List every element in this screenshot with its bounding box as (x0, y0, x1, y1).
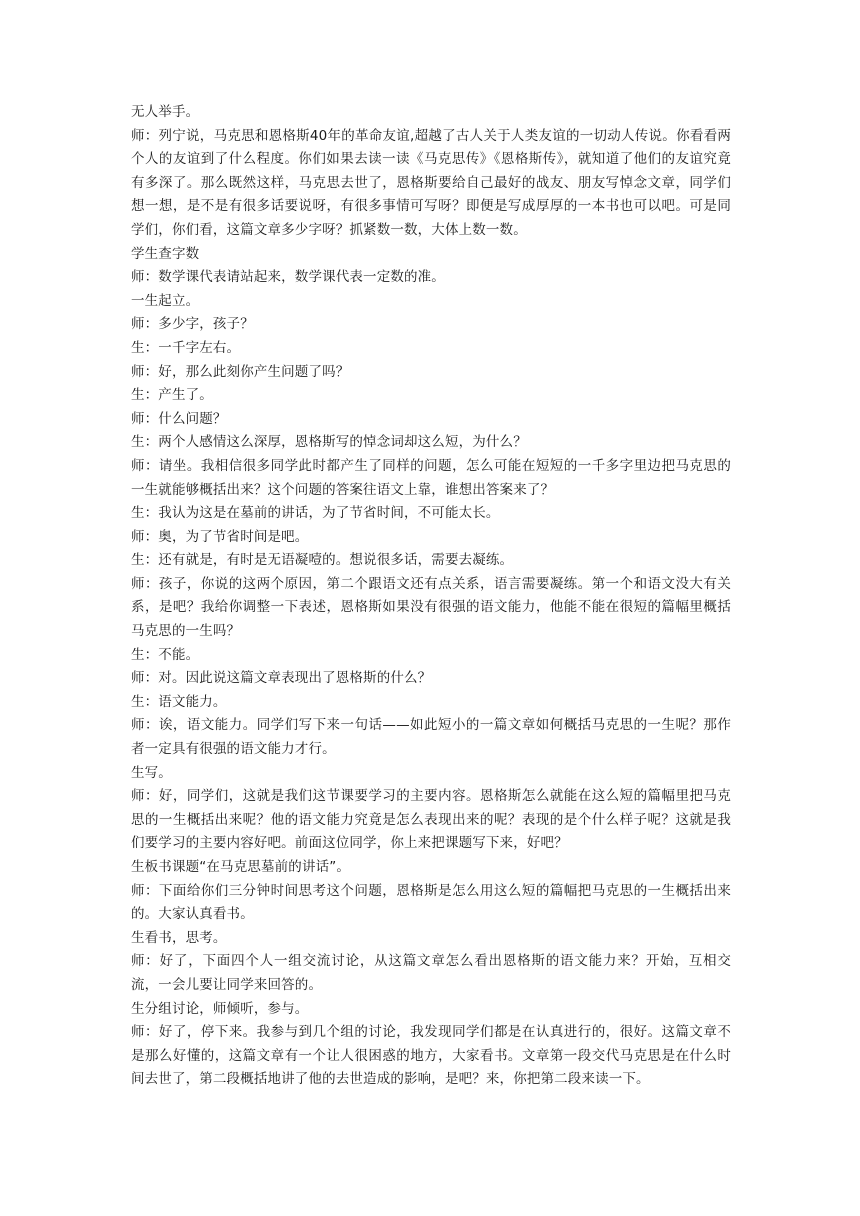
paragraph: 生：语文能力。 (131, 693, 227, 710)
paragraph: 师：下面给你们三分钟时间思考这个问题，恩格斯是怎么用这么短的篇幅把马克思的一生概括出来的。大家认真看书。 (131, 882, 731, 923)
paragraph: 生分组讨论，师倾听，参与。 (131, 1000, 309, 1017)
paragraph: 师：对。因此说这篇文章表现出了恩格斯的什么？ (131, 670, 432, 687)
paragraph: 师：多少字，孩子？ (131, 316, 254, 333)
paragraph: 无人举手。 (131, 104, 200, 120)
paragraph: 师：孩子，你说的这两个原因，第二个跟语文还有点关系，语言需要凝练。第一个和语文没大有关系，是吧？我给你调整一下表述，恩格斯如果没有很强的语文能力，他能不能在很短的篇幅里概括马克思的一生吗？ (131, 575, 731, 640)
paragraph: 生：一千字左右。 (131, 339, 241, 356)
paragraph: 师：列宁说，马克思和恩格斯40年的革命友谊,超越了古人关于人类友谊的一切动人传说。你看看两个人的友谊到了什么程度。你们如果去读一读《马克思传》《恩格斯传》，就知道了他们的友谊究竟有多深了。那么既然这样，马克思去世了，恩格斯要给自己最好的战友、朋友写悼念文章，同学们想一想，是不是有很多话要说呀，有很多事情可写呀？即便是写成厚厚的一本书也可以吧。可是同学们，你们看，这篇文章多少字呀？抓紧数一数，大体上数一数。 (131, 127, 731, 238)
paragraph: 师：诶，语文能力。同学们写下来一句话——如此短小的一篇文章如何概括马克思的一生呢？那作者一定具有很强的语文能力才行。 (131, 717, 731, 758)
paragraph: 师：数学课代表请站起来，数学课代表一定数的准。 (131, 269, 445, 286)
paragraph: 生写。 (131, 764, 172, 781)
paragraph: 生：还有就是，有时是无语凝噎的。想说很多话，需要去凝练。 (131, 552, 514, 569)
document-body (131, 101, 731, 1092)
paragraph: 师：请坐。我相信很多同学此时都产生了同样的问题，怎么可能在短短的一千多字里边把马克思的一生就能够概括出来？这个问题的答案往语文上靠，谁想出答案来了？ (131, 457, 731, 498)
paragraph: 生：我认为这是在墓前的讲话，为了节省时间，不可能太长。 (131, 505, 500, 522)
paragraph: 师：什么问题？ (131, 410, 227, 427)
paragraph: 师：好，同学们，这就是我们这节课要学习的主要内容。恩格斯怎么就能在这么短的篇幅里把马克思的一生概括出来呢？他的语文能力究竟是怎么表现出来的呢？表现的是个什么样子呢？这就是我们要学习的主要内容好吧。前面这位同学，你上来把课题写下来，好吧？ (131, 788, 731, 852)
paragraph: 生：两个人感情这么深厚，恩格斯写的悼念词却这么短，为什么？ (131, 434, 527, 451)
paragraph: 学生查字数 (131, 245, 200, 262)
paragraph: 师：好了，停下来。我参与到几个组的讨论，我发现同学们都是在认真进行的，很好。这篇文章不是那么好懂的，这篇文章有一个让人很困惑的地方，大家看书。文章第一段交代马克思是在什么时间去世了，第二段概括地讲了他的去世造成的影响，是吧？来，你把第二段来读一下。 (131, 1024, 731, 1088)
paragraph: 师：好了，下面四个人一组交流讨论，从这篇文章怎么看出恩格斯的语文能力来？开始，互相交流，一会儿要让同学来回答的。 (131, 953, 731, 993)
paragraph: 生看书，思考。 (131, 929, 227, 946)
paragraph: 一生起立。 (131, 292, 200, 309)
paragraph: 生：不能。 (131, 646, 200, 663)
paragraph: 生：产生了。 (131, 387, 213, 404)
paragraph: 师：好，那么此刻你产生问题了吗？ (131, 363, 350, 380)
paragraph: 生板书课题“在马克思墓前的讲话”。 (131, 859, 351, 875)
paragraph: 师：奥，为了节省时间是吧。 (131, 528, 309, 545)
